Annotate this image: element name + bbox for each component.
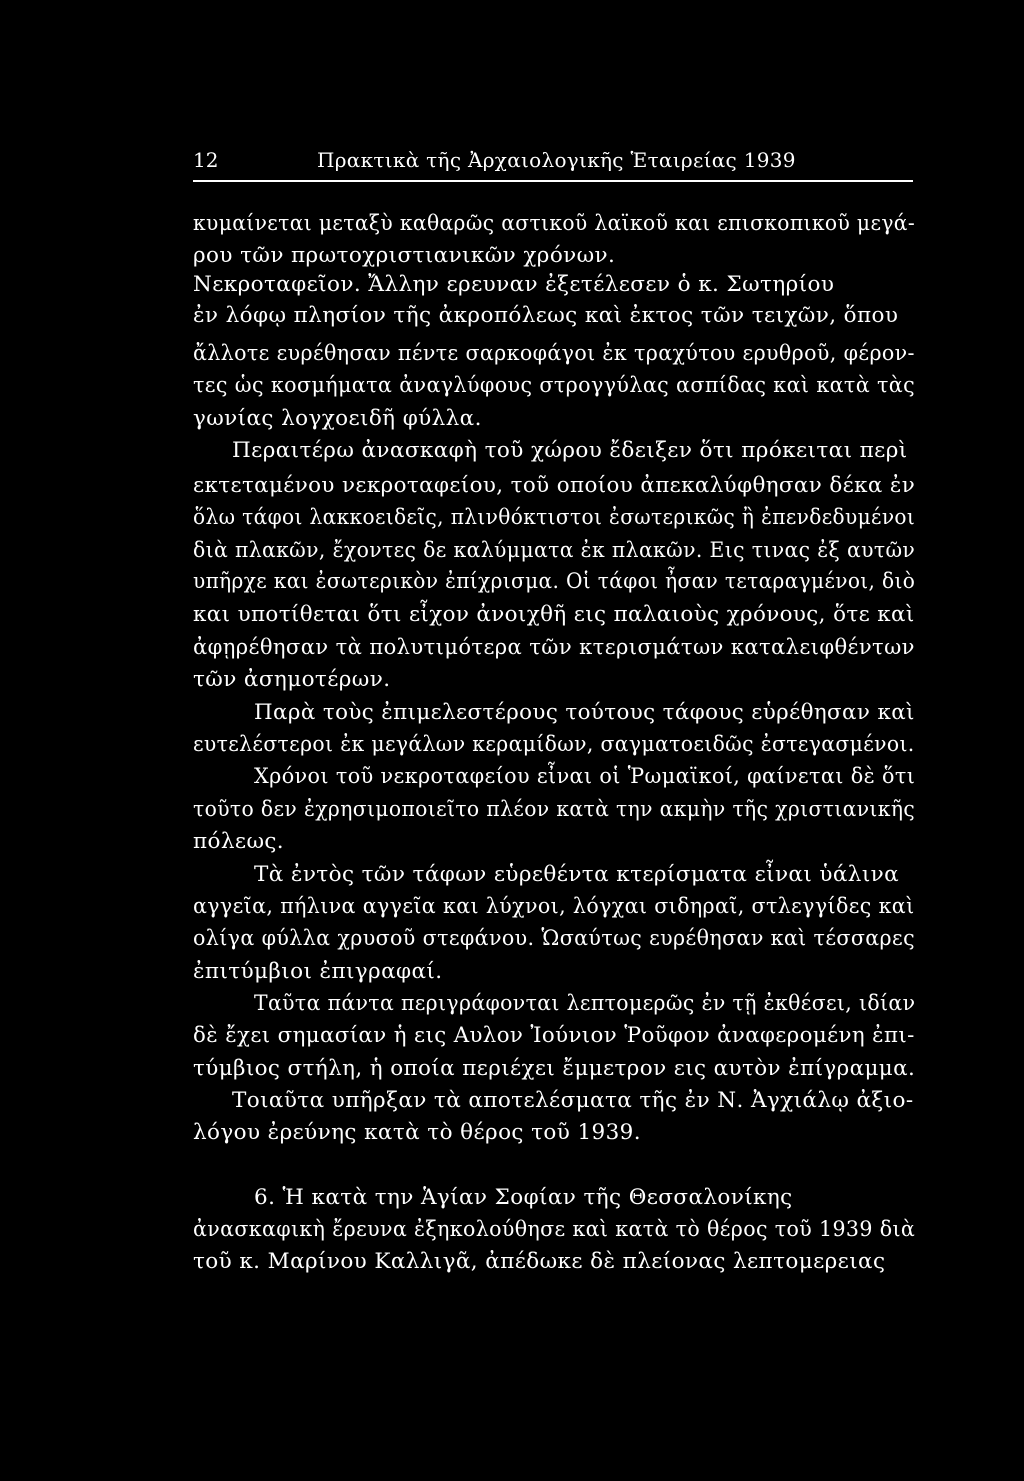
text-line: Τὰ ἐντὸς τῶν τάφων εὑρεθέντα κτερίσματα εἶναι ὑάλινα <box>254 862 900 887</box>
page-header <box>193 148 915 178</box>
text-line: γωνίας λογχοειδῆ φύλλα. <box>193 406 482 431</box>
page-number: 12 <box>193 148 219 172</box>
text-line: ἐπιτύμβιοι ἐπιγραφαί. <box>193 959 443 984</box>
text-line: τες ὡς κοσμήματα ἀναγλύφους στρογγύλας ασπίδας καὶ κατὰ τὰς <box>193 373 916 398</box>
text-line: Τοιαῦτα υπῆρξαν τὰ αποτελέσματα τῆς ἐν Ν. Ἀγχιάλῳ ἀξιο- <box>232 1088 914 1113</box>
text-line: διὰ πλακῶν, ἔχοντες δε καλύμματα ἐκ πλακῶν. Εις τινας ἐξ αυτῶν <box>193 538 916 563</box>
text-line: ἀφῃρέθησαν τὰ πολυτιμότερα τῶν κτερισμάτων καταλειφθέντων <box>193 635 915 660</box>
text-line: τῶν ἀσημοτέρων. <box>193 667 391 692</box>
text-line: κυμαίνεται μεταξὺ καθαρῶς αστικοῦ λαϊκοῦ και επισκοπικοῦ μεγά- <box>193 211 916 236</box>
text-line: ἄλλοτε ευρέθησαν πέντε σαρκοφάγοι ἐκ τραχύτου ερυθροῦ, φέρον- <box>193 341 915 366</box>
text-line: τοῦ κ. Μαρίνου Καλλιγᾶ, ἀπέδωκε δὲ πλείονας λεπτομερειας <box>193 1249 886 1274</box>
text-line: Νεκροταφεῖον. Ἄλλην ερευναν ἐξετέλεσεν ὁ κ. Σωτηρίου <box>193 272 835 297</box>
text-line: Ταῦτα πάντα περιγράφονται λεπτομερῶς ἐν τῇ ἐκθέσει, ιδίαν <box>254 991 916 1016</box>
text-line: Παρὰ τοὺς ἐπιμελεστέρους τούτους τάφους εὑρέθησαν καὶ <box>254 700 915 725</box>
text-line: τοῦτο δεν ἐχρησιμοποιεῖτο πλέον κατὰ την ακμὴν τῆς χριστιανικῆς <box>193 797 916 822</box>
running-head: Πρακτικὰ τῆς Ἀρχαιολογικῆς Ἑταιρείας 1939 <box>317 148 796 172</box>
text-line: ευτελέστεροι ἐκ μεγάλων κεραμίδων, σαγματοειδῶς ἐστεγασμένοι. <box>193 732 915 757</box>
header-rule <box>193 180 913 182</box>
text-line: ολίγα φύλλα χρυσοῦ στεφάνου. Ὡσαύτως ευρέθησαν καὶ τέσσαρες <box>193 926 916 951</box>
text-line: τύμβιος στήλη, ἡ οποία περιέχει ἔμμετρον εις αυτὸν ἐπίγραμμα. <box>193 1056 916 1081</box>
text-line: ἐν λόφῳ πλησίον τῆς ἀκροπόλεως καὶ ἐκτος τῶν τειχῶν, ὅπου <box>193 303 899 328</box>
text-line: και υποτίθεται ὅτι εἶχον ἀνοιχθῆ εις παλαιοὺς χρόνους, ὅτε καὶ <box>193 602 915 627</box>
text-line: υπῆρχε και ἐσωτερικὸν ἐπίχρισμα. Οἱ τάφοι ἦσαν τεταραγμένοι, διὸ <box>193 569 916 594</box>
text-line: λόγου ἐρεύνης κατὰ τὸ θέρος τοῦ 1939. <box>193 1120 641 1145</box>
section-heading: 6. Ἡ κατὰ την Ἁγίαν Σοφίαν τῆς Θεσσαλονίκης <box>254 1185 793 1210</box>
text-line: Χρόνοι τοῦ νεκροταφείου εἶναι οἱ Ῥωμαϊκοί, φαίνεται δὲ ὅτι <box>254 764 916 789</box>
text-line: ἀνασκαφικὴ ἔρευνα ἐξηκολούθησε καὶ κατὰ τὸ θέρος τοῦ 1939 διὰ <box>193 1217 916 1242</box>
text-line: εκτεταμένου νεκροταφείου, τοῦ οποίου ἀπεκαλύφθησαν δέκα ἐν <box>193 473 916 498</box>
text-line: δὲ ἔχει σημασίαν ἡ εις Αυλον Ἰούνιον Ῥοῦφον ἀναφερομένη ἐπι- <box>193 1023 915 1048</box>
text-line: ὅλω τάφοι λακκοειδεῖς, πλινθόκτιστοι ἐσωτερικῶς ἢ ἐπενδεδυμένοι <box>193 505 916 530</box>
text-line: ρου τῶν πρωτοχριστιανικῶν χρόνων. <box>193 243 616 268</box>
text-line: Περαιτέρω ἀνασκαφὴ τοῦ χώρου ἔδειξεν ὅτι πρόκειται περὶ <box>232 438 908 463</box>
text-line: πόλεως. <box>193 829 285 854</box>
text-line: αγγεῖα, πήλινα αγγεῖα και λύχνοι, λόγχαι σιδηραῖ, στλεγγίδες καὶ <box>193 894 915 919</box>
